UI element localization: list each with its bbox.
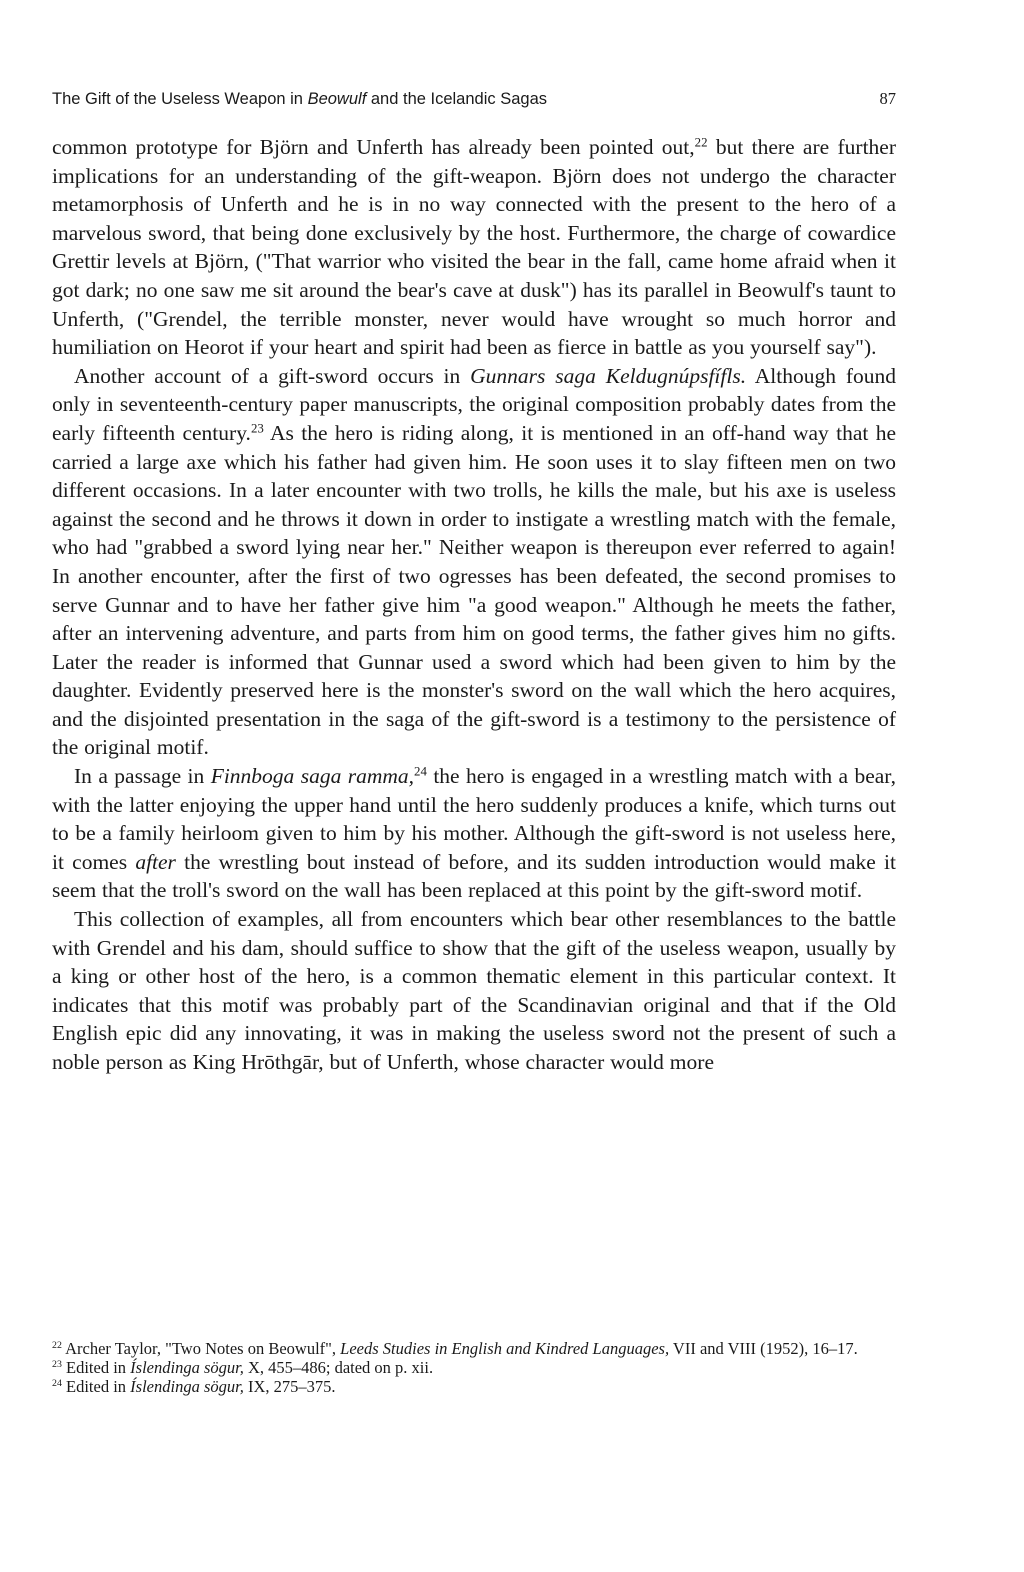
paragraph-text: This collection of examples, all from encounters which bear other resemblances to the battle with Grendel and his dam, should suffice to show that the gift of the useless weapon, usually by a king or other host of the hero, is a common thematic element in this particular context. It indicates that this motif was probably part of the Scandinavian original and that if the Old English epic did any innovating, it was in making the useless sword not the present of such a noble person as King Hrōthgār, but of Unferth, whose character would more [52,907,896,1074]
saga-title-italic: Finnboga saga ramma, [210,764,415,789]
footnote-24 [52,1377,896,1396]
running-title-text-end: and the Icelandic Sagas [366,90,547,108]
paragraph-text: Although found only in seventeenth-century paper manuscripts, the original composition probably dates from the early fifteenth century. [52,363,896,445]
footnote-number: 23 [52,1359,62,1371]
footnote-text: X, 455–486; dated on p. xii. [243,1358,434,1378]
footnote-text: Archer Taylor, "Two Notes on Beowulf", [61,1339,341,1358]
footnote-italic: Leeds Studies in English and Kindred Languages, [340,1339,670,1358]
paragraph-text: In a passage in [74,764,211,789]
running-title [52,87,547,111]
footnote-ref-24: 24 [414,764,427,779]
paragraph-text: but there are further implications for an understanding of the gift-weapon. Björn does not undergo the character metamorphosis of Unferth and he is in no way connected with the present to the hero of a marvelous sword, that being done exclusively by the host. Furthermore, the charge of cowardice Grettir levels at Björn, ("That warrior who visited the bear in the fall, came home afraid when it got dark; no one saw me sit around the bear's cave at dusk") has its parallel in Beowulf's taunt to Unferth, ("Grendel, the terrible monster, never would have wrought so much horror and humiliation on Heorot if your heart and spirit had been as fierce in battle as you yourself say"). [52,135,896,360]
footnote-23 [52,1358,896,1377]
emphasis-italic: after [135,849,176,874]
footnote-italic: Íslendinga sögur, [130,1358,244,1378]
saga-title-italic: Gunnars saga Keldugnúpsfífls. [470,363,747,388]
footnote-text: VII and VIII (1952), 16–17. [669,1339,858,1358]
footnote-22 [52,1339,896,1358]
footnote-number: 22 [52,1340,62,1352]
body-text [52,133,896,1077]
footnote-italic: Íslendinga sögur, [130,1377,244,1397]
footnote-text: Edited in [61,1377,131,1397]
running-title-text: The Gift of the Useless Weapon in [52,90,308,108]
paragraph-text: As the hero is riding along, it is mentioned in an off-hand way that he carried a large axe which his father had given him. He soon uses it to slay fifteen men on two different occasions. In a later encounter with two trolls, he kills the male, but his axe is useless against the second and he throws it down in order to instigate a wrestling match with the female, who had "grabbed a sword lying near her." Neither weapon is thereupon ever referred to again! In another encounter, after the first of two ogresses has been defeated, the second promises to serve Gunnar and to have her father give him "a good weapon." Although he meets the father, after an intervening adventure, and parts from him on good terms, the father gives him no gifts. Later the reader is informed that Gunnar used a sword which had been given to him by the daughter. Evidently preserved here is the monster's sword on the wall which the hero acquires, and the disjointed presentation in the saga of the gift-sword is a testimony to the persistence of the original motif. [52,420,897,760]
footnote-text: Edited in [61,1358,131,1378]
running-header [52,87,896,111]
paragraph-text: common prototype for Björn and Unferth has already been pointed out, [52,135,695,159]
paragraph-3 [52,762,896,905]
paragraph-text: the wrestling bout instead of before, and its sudden introduction would make it seem that the troll's sword on the wall has been replaced at this point by the gift-sword motif. [52,849,896,903]
footnote-ref-23: 23 [250,421,264,436]
paragraph-text: Another account of a gift-sword occurs in [74,363,471,388]
paragraph-text: the hero is engaged in a wrestling match with a bear, with the latter enjoying the upper hand until the hero suddenly produces a knife, which turns out to be a family heirloom given to him by his mother. Although the gift-sword is not useless here, it comes [52,764,896,874]
footnote-number: 24 [52,1378,62,1390]
running-title-italic: Beowulf [307,90,367,108]
footnote-text: IX, 275–375. [243,1377,336,1397]
footnotes [52,1339,896,1397]
paragraph-4 [52,905,896,1077]
page-number: 87 [879,89,896,108]
paragraph-2 [52,362,896,762]
footnote-ref-22: 22 [694,135,708,150]
paragraph-1 [52,133,896,362]
